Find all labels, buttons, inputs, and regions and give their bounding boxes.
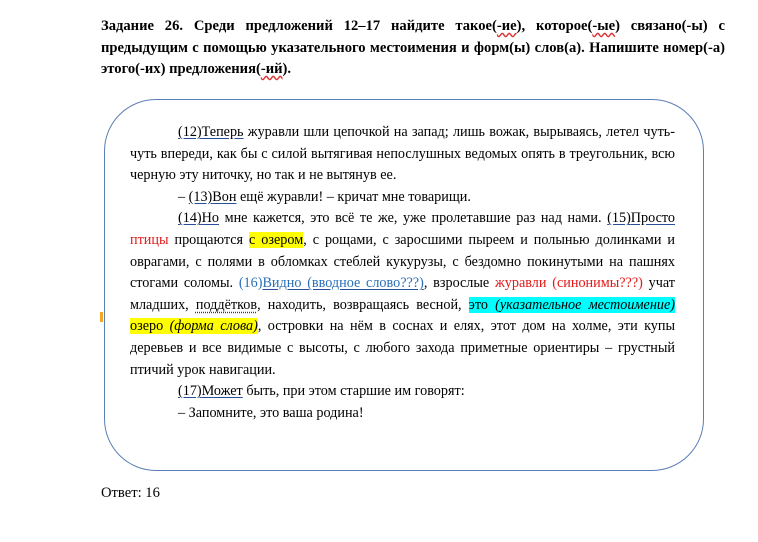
sentence-14-first-word: Но [201, 210, 219, 227]
last-line: – Запомните, это ваша родина! [178, 404, 364, 421]
task-text-mid-1: ), которое( [516, 18, 593, 34]
paragraph-last [130, 403, 675, 425]
highlight-with-lake: с озером [249, 231, 304, 248]
sentence-15-marker [607, 210, 675, 226]
sentence-12-text: журавли шли цепочкой на запад; лишь вожак, вырываясь, летел чуть-чуть впереди, как бы с силой вытягивая непослушных ведомых опять в треугольник, всю черную эту ниточку, но так и не вытянув ее. [130, 124, 675, 184]
note-synonyms: журавли (синонимы???) [495, 275, 643, 292]
sentence-14-marker [178, 210, 219, 226]
task-suffix-1: -ие [496, 18, 517, 34]
sentence-16-text-a: , взрослые [423, 275, 495, 292]
paragraph-12 [130, 122, 675, 187]
paragraph-14 [130, 208, 675, 381]
task-suffix-3: -ий [260, 61, 283, 77]
task-text-lead: Задание 26. Среди предложений 12–17 найдите такое( [101, 18, 497, 34]
answer: Ответ: 16 [101, 485, 160, 501]
sentence-17-first-word: Может [201, 383, 243, 400]
note-demonstrative-pronoun: (указательное местоимение) [487, 296, 675, 313]
dialogue-dash: – [178, 188, 189, 205]
highlight-word-form [130, 318, 258, 334]
sentence-16-number: (16) [238, 275, 263, 292]
sentence-15-number: (15) [607, 210, 631, 227]
sentence-12-number: (12) [178, 124, 202, 140]
sentence-12-marker [178, 124, 244, 140]
task-text-mid-2: ) связано(-ы) с предыдущим с помощью указательного местоимения и форм(ы) слов(а). Напишите номер(-а) этого(-их) предложения( [101, 18, 725, 77]
sentence-13-text: ещё журавли! – кричат мне товарищи. [236, 188, 471, 205]
passage-text [130, 122, 675, 424]
sentence-16-text-d: , островки на нём в соснах и елях, этот дом на холме, эти купы деревьев и все видимые с высоты, с любого захода приметные ориентиры – грустный птичий урок навигации. [130, 318, 675, 378]
sentence-14-number: (14) [178, 210, 202, 227]
sentence-13-first-word: Вон [212, 188, 237, 205]
note-introductory-word: Видно (вводное слово???) [262, 275, 424, 292]
sentence-17-text: быть, при этом старшие им говорят: [242, 383, 465, 400]
word-this: это [468, 296, 488, 313]
sentence-17-number: (17) [178, 383, 202, 400]
sentence-17-marker [178, 383, 243, 399]
task-suffix-2: -ые [592, 18, 616, 34]
sentence-13-number: (13) [188, 188, 213, 205]
sentence-12-first-word: Теперь [201, 124, 244, 140]
highlight-demonstrative [469, 297, 675, 313]
sentence-15-text-b: , с рощами, с заросшими пыреем и полынью долинками и оврагами, с полями в обломках стеблей кукурузы, с бездомно покинутыми на пашнях стогами соломы. [130, 231, 675, 292]
sentence-15-text-a: прощаются [168, 231, 250, 248]
sentence-16-word-podyotkov: поддётков [195, 296, 258, 313]
paragraph-13 [130, 187, 675, 209]
margin-marker [100, 312, 103, 322]
sentence-15-first-word: Просто [630, 210, 675, 227]
highlight-birds: птицы [130, 231, 169, 248]
word-lake: озеро [130, 318, 164, 335]
sentence-16-text-b: учат младших, [130, 275, 675, 313]
paragraph-17 [130, 381, 675, 403]
sentence-13-marker [189, 189, 237, 205]
task-heading [101, 16, 725, 81]
sentence-16-text-c: , находить, возвращаясь весной, [257, 296, 469, 313]
note-word-form: (форма слова) [163, 318, 258, 335]
task-text-tail: ). [282, 61, 292, 77]
sentence-14-text: мне кажется, это всё те же, уже пролетавшие раз над нами. [218, 210, 608, 227]
